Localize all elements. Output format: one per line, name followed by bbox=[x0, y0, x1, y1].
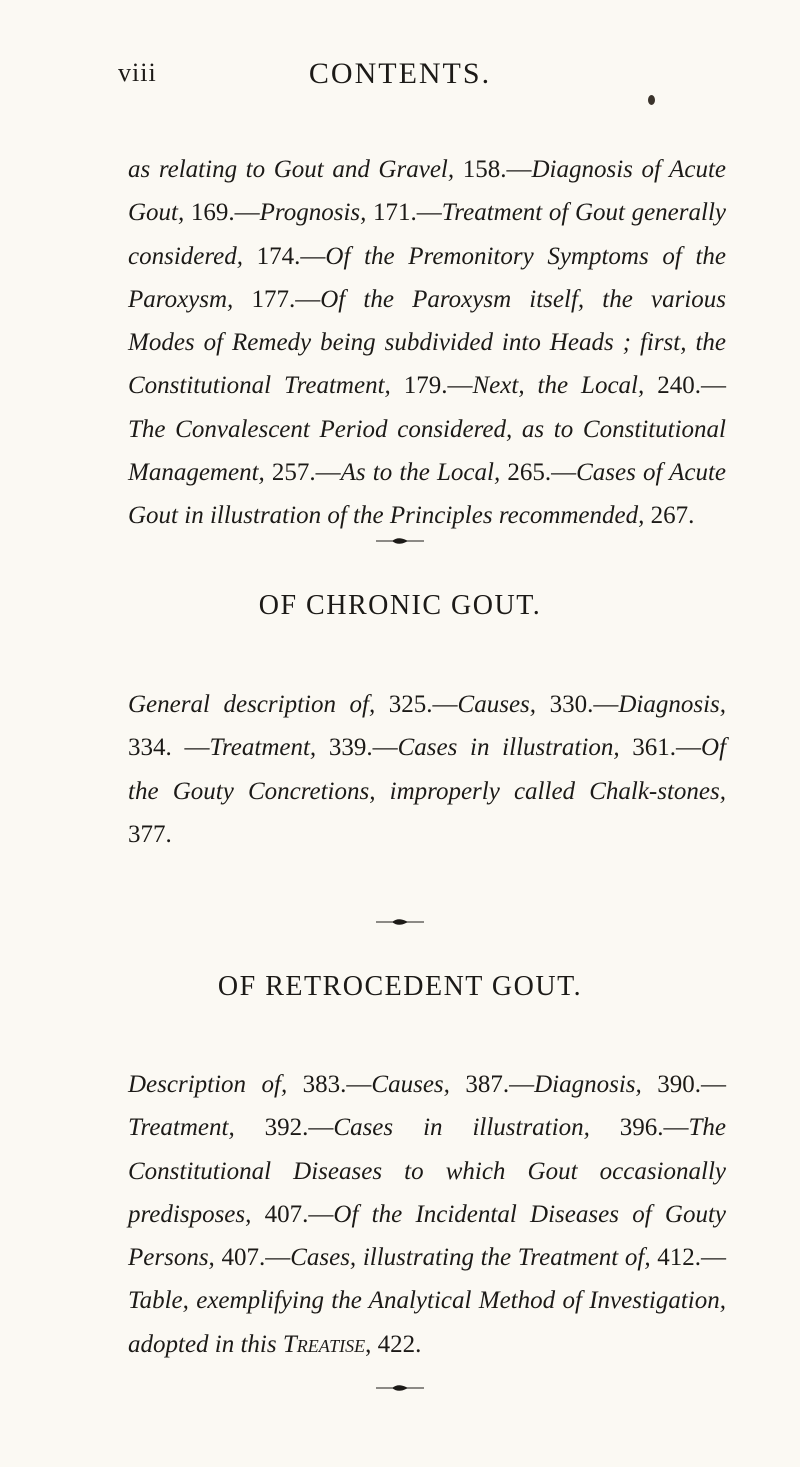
page-reference: 387.— bbox=[465, 1071, 535, 1098]
page-reference: 412.— bbox=[657, 1244, 726, 1272]
page-reference: 158.— bbox=[462, 156, 532, 183]
entry-title-text: As to the Local, bbox=[340, 459, 508, 487]
page-reference: 267. bbox=[650, 502, 695, 530]
running-title: CONTENTS. bbox=[308, 57, 492, 90]
page-reference: 169.— bbox=[190, 199, 260, 227]
entry-title-text: Description of, bbox=[128, 1071, 303, 1098]
page-reference: 334. — bbox=[128, 734, 210, 762]
page-reference: 396.— bbox=[619, 1114, 689, 1142]
page-reference: 325.— bbox=[388, 691, 458, 718]
page-reference: 171.— bbox=[373, 199, 442, 227]
entry-title-text: Of the Incidental Diseases of Gouty Persons, bbox=[128, 1200, 726, 1272]
section-heading-retrocedent-gout: OF RETROCEDENT GOUT. bbox=[217, 971, 583, 1002]
page-reference: 339.— bbox=[328, 734, 398, 762]
page-reference: 361.— bbox=[632, 734, 702, 762]
page-reference: 407.— bbox=[264, 1200, 334, 1228]
entry-title-text: Of the Gouty Concretions, improperly called Chalk-stones, bbox=[128, 734, 727, 805]
page-reference: 240.— bbox=[657, 372, 726, 400]
entry-title-text: Cases, illustrating the Treatment of, bbox=[290, 1244, 658, 1272]
page-reference: 390.— bbox=[657, 1071, 726, 1098]
entry-title-text: Next, the Local, bbox=[472, 372, 658, 400]
entry-title-text: Treatment, bbox=[128, 1114, 265, 1142]
page-reference: 392.— bbox=[264, 1114, 334, 1142]
entry-title-text: as relating to Gout and Gravel, bbox=[128, 156, 463, 183]
entry-title-text: The Constitutional Diseases to which Gout occasionally predisposes, bbox=[128, 1114, 727, 1228]
entry-title-text: General description of, bbox=[128, 691, 389, 718]
entry-title-text: Treatise bbox=[282, 1330, 366, 1358]
page-reference: 407.— bbox=[221, 1244, 291, 1272]
entry-title-text: Prognosis, bbox=[259, 199, 374, 227]
page-reference: 177.— bbox=[251, 285, 321, 313]
ink-dot bbox=[648, 95, 655, 105]
page-reference: 330.— bbox=[549, 691, 619, 718]
page-reference: 377. bbox=[128, 820, 172, 848]
contents-paragraph-retrocedent-gout bbox=[128, 1063, 726, 1366]
page-reference: 179.— bbox=[403, 372, 473, 400]
end-divider-ornament bbox=[0, 1381, 800, 1393]
entry-title-text: The Convalescent Period considered, as to Constitutional Management, bbox=[128, 415, 726, 487]
page-reference: 174.— bbox=[256, 242, 326, 270]
page-reference: 257.— bbox=[271, 459, 341, 487]
page-reference: 383.— bbox=[302, 1071, 372, 1098]
entry-title-text: Treatment of Gout generally considered, bbox=[128, 199, 726, 270]
contents-paragraph-chronic-gout bbox=[128, 683, 726, 856]
entry-title-text: Diagnosis of Acute Gout, bbox=[128, 156, 726, 227]
page-number: viii bbox=[118, 58, 157, 87]
page-reference: , 422. bbox=[365, 1330, 422, 1358]
entry-title-text: Table, exemplifying the Analytical Method of Investigation, adopted in this bbox=[128, 1287, 726, 1358]
contents-paragraph-acute-gout bbox=[128, 148, 726, 538]
entry-title-text: Treatment, bbox=[209, 734, 329, 762]
section-heading-chronic-gout: OF CHRONIC GOUT. bbox=[258, 590, 542, 621]
page-reference: 265.— bbox=[507, 459, 577, 487]
entry-title-text: Causes, bbox=[457, 691, 550, 718]
entry-title-text: Diagnosis, bbox=[534, 1071, 658, 1098]
entry-title-text: Of the Paroxysm itself, the various Modes of Remedy being subdivided into Heads ; first, the Constitutional Treatment, bbox=[128, 285, 726, 400]
entry-title-text: Diagnosis, bbox=[618, 691, 726, 718]
entry-title-text: Causes, bbox=[371, 1071, 466, 1098]
entry-title-text: Cases of Acute Gout in illustration of the Principles recommended, bbox=[128, 459, 726, 530]
section-divider-ornament bbox=[0, 915, 800, 927]
entry-title-text: Of the Premonitory Symptoms of the Paroxysm, bbox=[128, 242, 726, 313]
entry-title-text: Cases in illustration, bbox=[333, 1114, 620, 1142]
section-divider-ornament bbox=[0, 534, 800, 546]
entry-title-text: Cases in illustration, bbox=[397, 734, 633, 762]
